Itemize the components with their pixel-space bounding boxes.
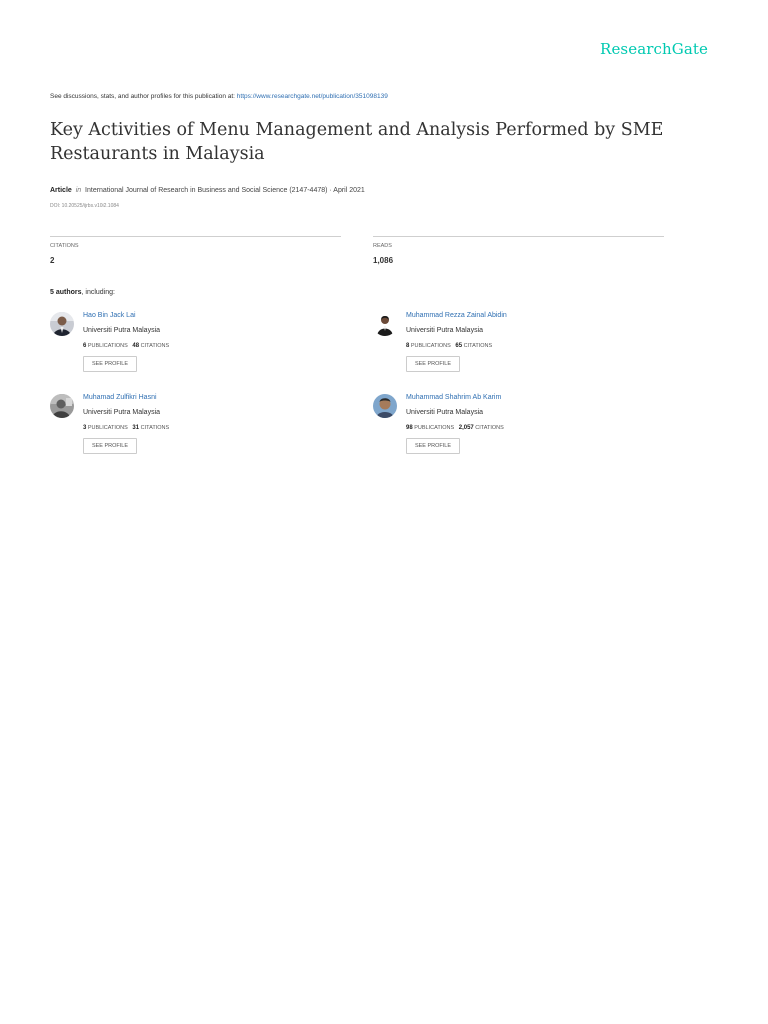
- author-stats: [406, 343, 492, 349]
- title-line-1: Key Activities of Menu Management and Analysis Performed by SME: [50, 120, 664, 140]
- see-profile-button[interactable]: SEE PROFILE: [406, 438, 460, 454]
- author-avatar[interactable]: [373, 394, 397, 418]
- person-avatar-icon: [50, 312, 74, 336]
- researchgate-logo[interactable]: ResearchGate: [600, 40, 708, 58]
- authors-count: 5 authors: [50, 289, 82, 296]
- publications-count: 98: [406, 425, 413, 431]
- reads-value: 1,086: [373, 256, 394, 265]
- citations-count: 2,057: [458, 425, 474, 431]
- citations-divider: [50, 236, 341, 237]
- publications-count: 8: [406, 343, 410, 349]
- publication-link[interactable]: https://www.researchgate.net/publication/351098139: [236, 93, 388, 100]
- person-avatar-icon: [50, 394, 74, 418]
- publications-label: PUBLICATIONS: [410, 343, 451, 349]
- citations-value: 2: [50, 256, 55, 265]
- publications-label: PUBLICATIONS: [414, 425, 455, 431]
- author-card: [373, 394, 673, 464]
- see-profile-button[interactable]: SEE PROFILE: [406, 356, 460, 372]
- author-institution[interactable]: Universiti Putra Malaysia: [83, 327, 161, 334]
- citations-label: CITATIONS: [50, 243, 79, 249]
- in-label: in: [75, 187, 82, 194]
- authors-heading: [50, 289, 115, 296]
- journal-name[interactable]: International Journal of Research in Business and Social Science (2147-4478) · April 2021: [85, 187, 365, 194]
- see-profile-button[interactable]: SEE PROFILE: [83, 356, 137, 372]
- reads-label: READS: [373, 243, 392, 249]
- author-institution[interactable]: Universiti Putra Malaysia: [83, 409, 161, 416]
- author-institution[interactable]: Universiti Putra Malaysia: [406, 327, 484, 334]
- citations-count: 31: [132, 425, 140, 431]
- author-stats: [83, 425, 169, 431]
- publications-label: PUBLICATIONS: [87, 343, 128, 349]
- citations-label: CITATIONS: [140, 343, 170, 349]
- author-card: [50, 394, 350, 464]
- publications-count: 3: [83, 425, 87, 431]
- article-type: Article: [50, 187, 72, 194]
- title-line-2: Restaurants in Malaysia: [50, 144, 265, 164]
- see-profile-button[interactable]: SEE PROFILE: [83, 438, 137, 454]
- citations-label: CITATIONS: [140, 425, 170, 431]
- author-avatar[interactable]: [373, 312, 397, 336]
- reads-divider: [373, 236, 664, 237]
- publications-count: 6: [83, 343, 87, 349]
- citations-count: 48: [132, 343, 140, 349]
- citations-count: 65: [455, 343, 463, 349]
- author-name[interactable]: Muhamad Zulfikri Hasni: [83, 394, 157, 401]
- author-name[interactable]: Hao Bin Jack Lai: [83, 312, 136, 319]
- publication-meta: [50, 187, 365, 194]
- authors-suffix: , including:: [81, 289, 115, 296]
- disclaimer: [50, 93, 388, 100]
- author-avatar[interactable]: [50, 312, 74, 336]
- citations-label: CITATIONS: [463, 343, 493, 349]
- author-name[interactable]: Muhammad Shahrim Ab Karim: [406, 394, 502, 401]
- doi[interactable]: DOI: 10.20525/ijrbs.v10i2.1084: [50, 203, 119, 209]
- citations-label: CITATIONS: [475, 425, 504, 431]
- publication-title: [50, 118, 690, 166]
- author-card: [373, 312, 673, 382]
- author-avatar[interactable]: [50, 394, 74, 418]
- author-stats: [406, 425, 504, 431]
- author-institution[interactable]: Universiti Putra Malaysia: [406, 409, 484, 416]
- disclaimer-text: See discussions, stats, and author profiles for this publication at:: [50, 93, 237, 100]
- author-stats: [83, 343, 169, 349]
- person-avatar-icon: [373, 312, 397, 336]
- person-avatar-icon: [373, 394, 397, 418]
- publications-label: PUBLICATIONS: [87, 425, 128, 431]
- author-card: [50, 312, 350, 382]
- author-name[interactable]: Muhammad Rezza Zainal Abidin: [406, 312, 507, 319]
